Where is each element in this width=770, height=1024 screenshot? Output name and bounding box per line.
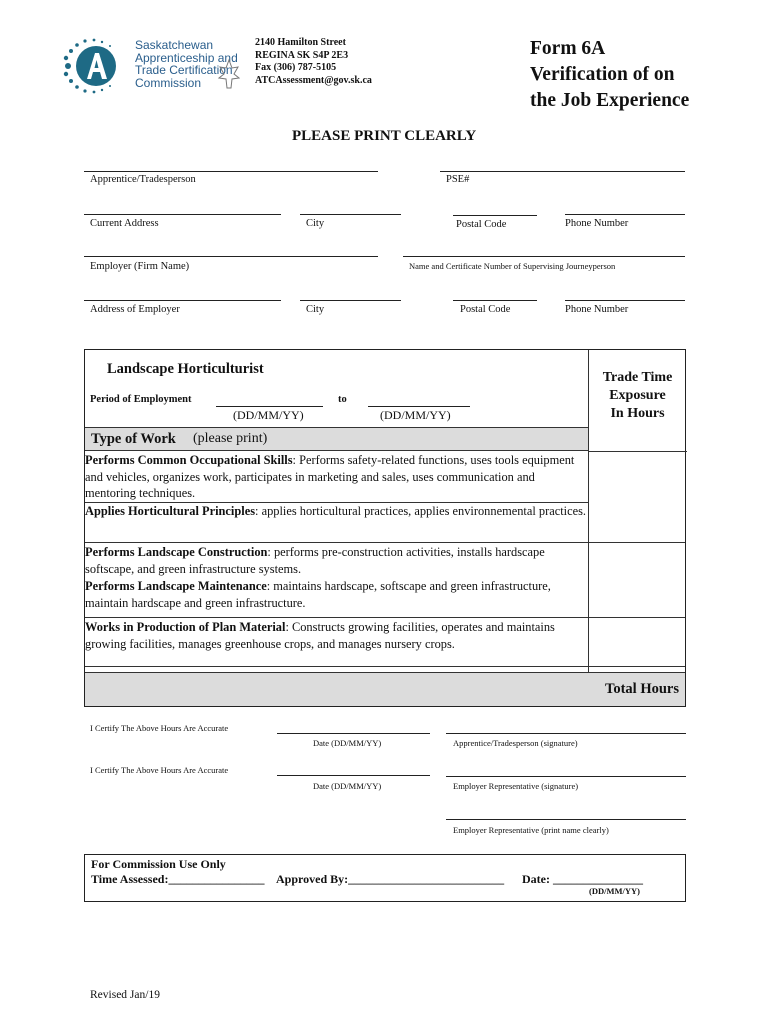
work-row-1-desc: : Performs safety-related functions, uses tools equipment and vehicles, organizes work, participates in marketing and sales, uses communication and mentoring techniques. — [85, 453, 575, 500]
work-row-4 — [85, 578, 587, 611]
apprentice-input-line[interactable] — [84, 171, 378, 172]
city1-input-line[interactable] — [300, 214, 401, 215]
org-name-line: Commission — [135, 75, 202, 90]
employer-signature-line[interactable] — [446, 776, 686, 777]
period-start-format: (DD/MM/YY) — [233, 408, 304, 422]
work-row-3-title: Performs Landscape Construction — [85, 545, 268, 559]
period-end-format: (DD/MM/YY) — [380, 408, 451, 422]
exposure-header — [588, 369, 687, 423]
total-hours-row — [85, 673, 685, 706]
form-title-line: Verification of on — [530, 64, 675, 85]
hours-input-3[interactable] — [589, 618, 686, 665]
certify-date-input-line-1[interactable] — [277, 733, 430, 734]
certify-date-input-line-2[interactable] — [277, 775, 430, 776]
work-row-5-title: Works in Production of Plan Material — [85, 620, 286, 634]
postal2-label: Postal Code — [460, 304, 511, 315]
certify-date-label-2: Date (DD/MM/YY) — [313, 781, 382, 791]
type-of-work-header — [85, 427, 588, 451]
work-row-2 — [85, 503, 587, 520]
org-name-line: Saskatchewan — [135, 38, 214, 52]
postal1-input-line[interactable] — [453, 215, 537, 216]
current-address-input-line[interactable] — [84, 214, 281, 215]
employer-print-name-line[interactable] — [446, 819, 686, 820]
period-label: Period of Employment — [90, 394, 192, 405]
form-title-line: the Job Experience — [530, 90, 690, 111]
current-address-label: Current Address — [90, 218, 159, 229]
employer-address-label: Address of Employer — [90, 304, 180, 315]
work-row-1-title: Performs Common Occupational Skills — [85, 453, 293, 467]
work-table — [84, 349, 686, 707]
certify-date-label-1: Date (DD/MM/YY) — [313, 738, 382, 748]
address-line: REGINA SK S4P 2E3 — [255, 49, 349, 61]
work-row-4-title: Performs Landscape Maintenance — [85, 579, 267, 593]
hours-input-2[interactable] — [589, 543, 686, 616]
work-row-3-desc: : performs pre-construction activities, installs hardscape softscape, and green infrastructure systems. — [85, 545, 545, 576]
work-row-1 — [85, 452, 587, 502]
commission-box — [84, 854, 686, 902]
time-assessed-field[interactable]: Time Assessed:________________ — [91, 872, 265, 886]
commission-date-format: (DD/MM/YY) — [589, 886, 640, 896]
revision-note: Revised Jan/19 — [90, 989, 160, 1001]
work-row-4-desc: : maintains hardscape, softscape and green infrastructure, maintain hardscape and green infrastructure. — [85, 579, 551, 610]
commission-date-field[interactable]: Date: _______________ — [522, 872, 643, 886]
org-name-line: Apprenticeship and — [135, 50, 238, 65]
trade-name: Landscape Horticulturist — [107, 361, 264, 377]
pse-input-line[interactable] — [440, 171, 685, 172]
pse-label: PSE# — [446, 174, 470, 185]
print-instruction: PLEASE PRINT CLEARLY — [292, 128, 477, 144]
employer-signature-label: Employer Representative (signature) — [453, 781, 579, 791]
certify-statement-2: I Certify The Above Hours Are Accurate — [90, 765, 229, 775]
period-to-label: to — [338, 394, 347, 405]
type-of-work-label: Type of Work — [91, 431, 176, 447]
postal1-label: Postal Code — [456, 219, 507, 230]
period-end-input-line[interactable] — [368, 406, 470, 407]
city2-input-line[interactable] — [300, 300, 401, 301]
exposure-header-line: Trade Time — [602, 370, 673, 385]
atc-logo-icon — [58, 36, 130, 96]
apprentice-signature-line[interactable] — [446, 733, 686, 734]
commission-title: For Commission Use Only — [91, 857, 226, 871]
phone1-label: Phone Number — [565, 218, 629, 229]
phone2-label: Phone Number — [565, 304, 629, 315]
org-address — [255, 37, 372, 87]
work-row-5 — [85, 619, 587, 652]
work-row-2-title: Applies Horticultural Principles — [85, 504, 256, 518]
city2-label: City — [306, 304, 325, 315]
approved-by-field[interactable]: Approved By:__________________________ — [276, 872, 505, 886]
exposure-header-line: In Hours — [610, 406, 665, 421]
total-hours-label: Total Hours — [605, 681, 679, 697]
certify-statement-1: I Certify The Above Hours Are Accurate — [90, 723, 229, 733]
email-link[interactable]: ATCAssessment@gov.sk.ca — [255, 74, 372, 86]
hours-input-1[interactable] — [589, 452, 686, 541]
org-name-line: Trade Certification — [135, 63, 233, 77]
apprentice-label: Apprentice/Tradesperson — [90, 174, 196, 185]
form-title — [530, 36, 689, 114]
logo — [58, 36, 130, 96]
leaf-icon — [218, 58, 240, 94]
employer-address-input-line[interactable] — [84, 300, 281, 301]
employer-input-line[interactable] — [84, 256, 378, 257]
city1-label: City — [306, 218, 325, 229]
supervisor-label: Name and Certificate Number of Supervising Journeyperson — [409, 261, 616, 271]
supervisor-input-line[interactable] — [403, 256, 685, 257]
please-print-label: (please print) — [193, 431, 268, 446]
address-line: 2140 Hamilton Street — [255, 37, 346, 48]
phone1-input-line[interactable] — [565, 214, 685, 215]
employer-print-name-label: Employer Representative (print name clearly) — [453, 825, 609, 835]
work-row-5-desc: : Constructs growing facilities, operates and maintains growing facilities, manages greenhouse crops, and manages nursery crops. — [85, 620, 555, 651]
postal2-input-line[interactable] — [453, 300, 537, 301]
apprentice-signature-label: Apprentice/Tradesperson (signature) — [453, 738, 578, 748]
period-start-input-line[interactable] — [216, 406, 323, 407]
employer-label: Employer (Firm Name) — [90, 261, 190, 272]
work-row-3 — [85, 544, 587, 577]
phone2-input-line[interactable] — [565, 300, 685, 301]
work-row-2-desc: : applies horticultural practices, applies environnemental practices. — [255, 504, 587, 518]
form-title-line: Form 6A — [530, 38, 606, 59]
exposure-header-line: Exposure — [609, 388, 666, 403]
address-line: Fax (306) 787-5105 — [255, 62, 337, 73]
